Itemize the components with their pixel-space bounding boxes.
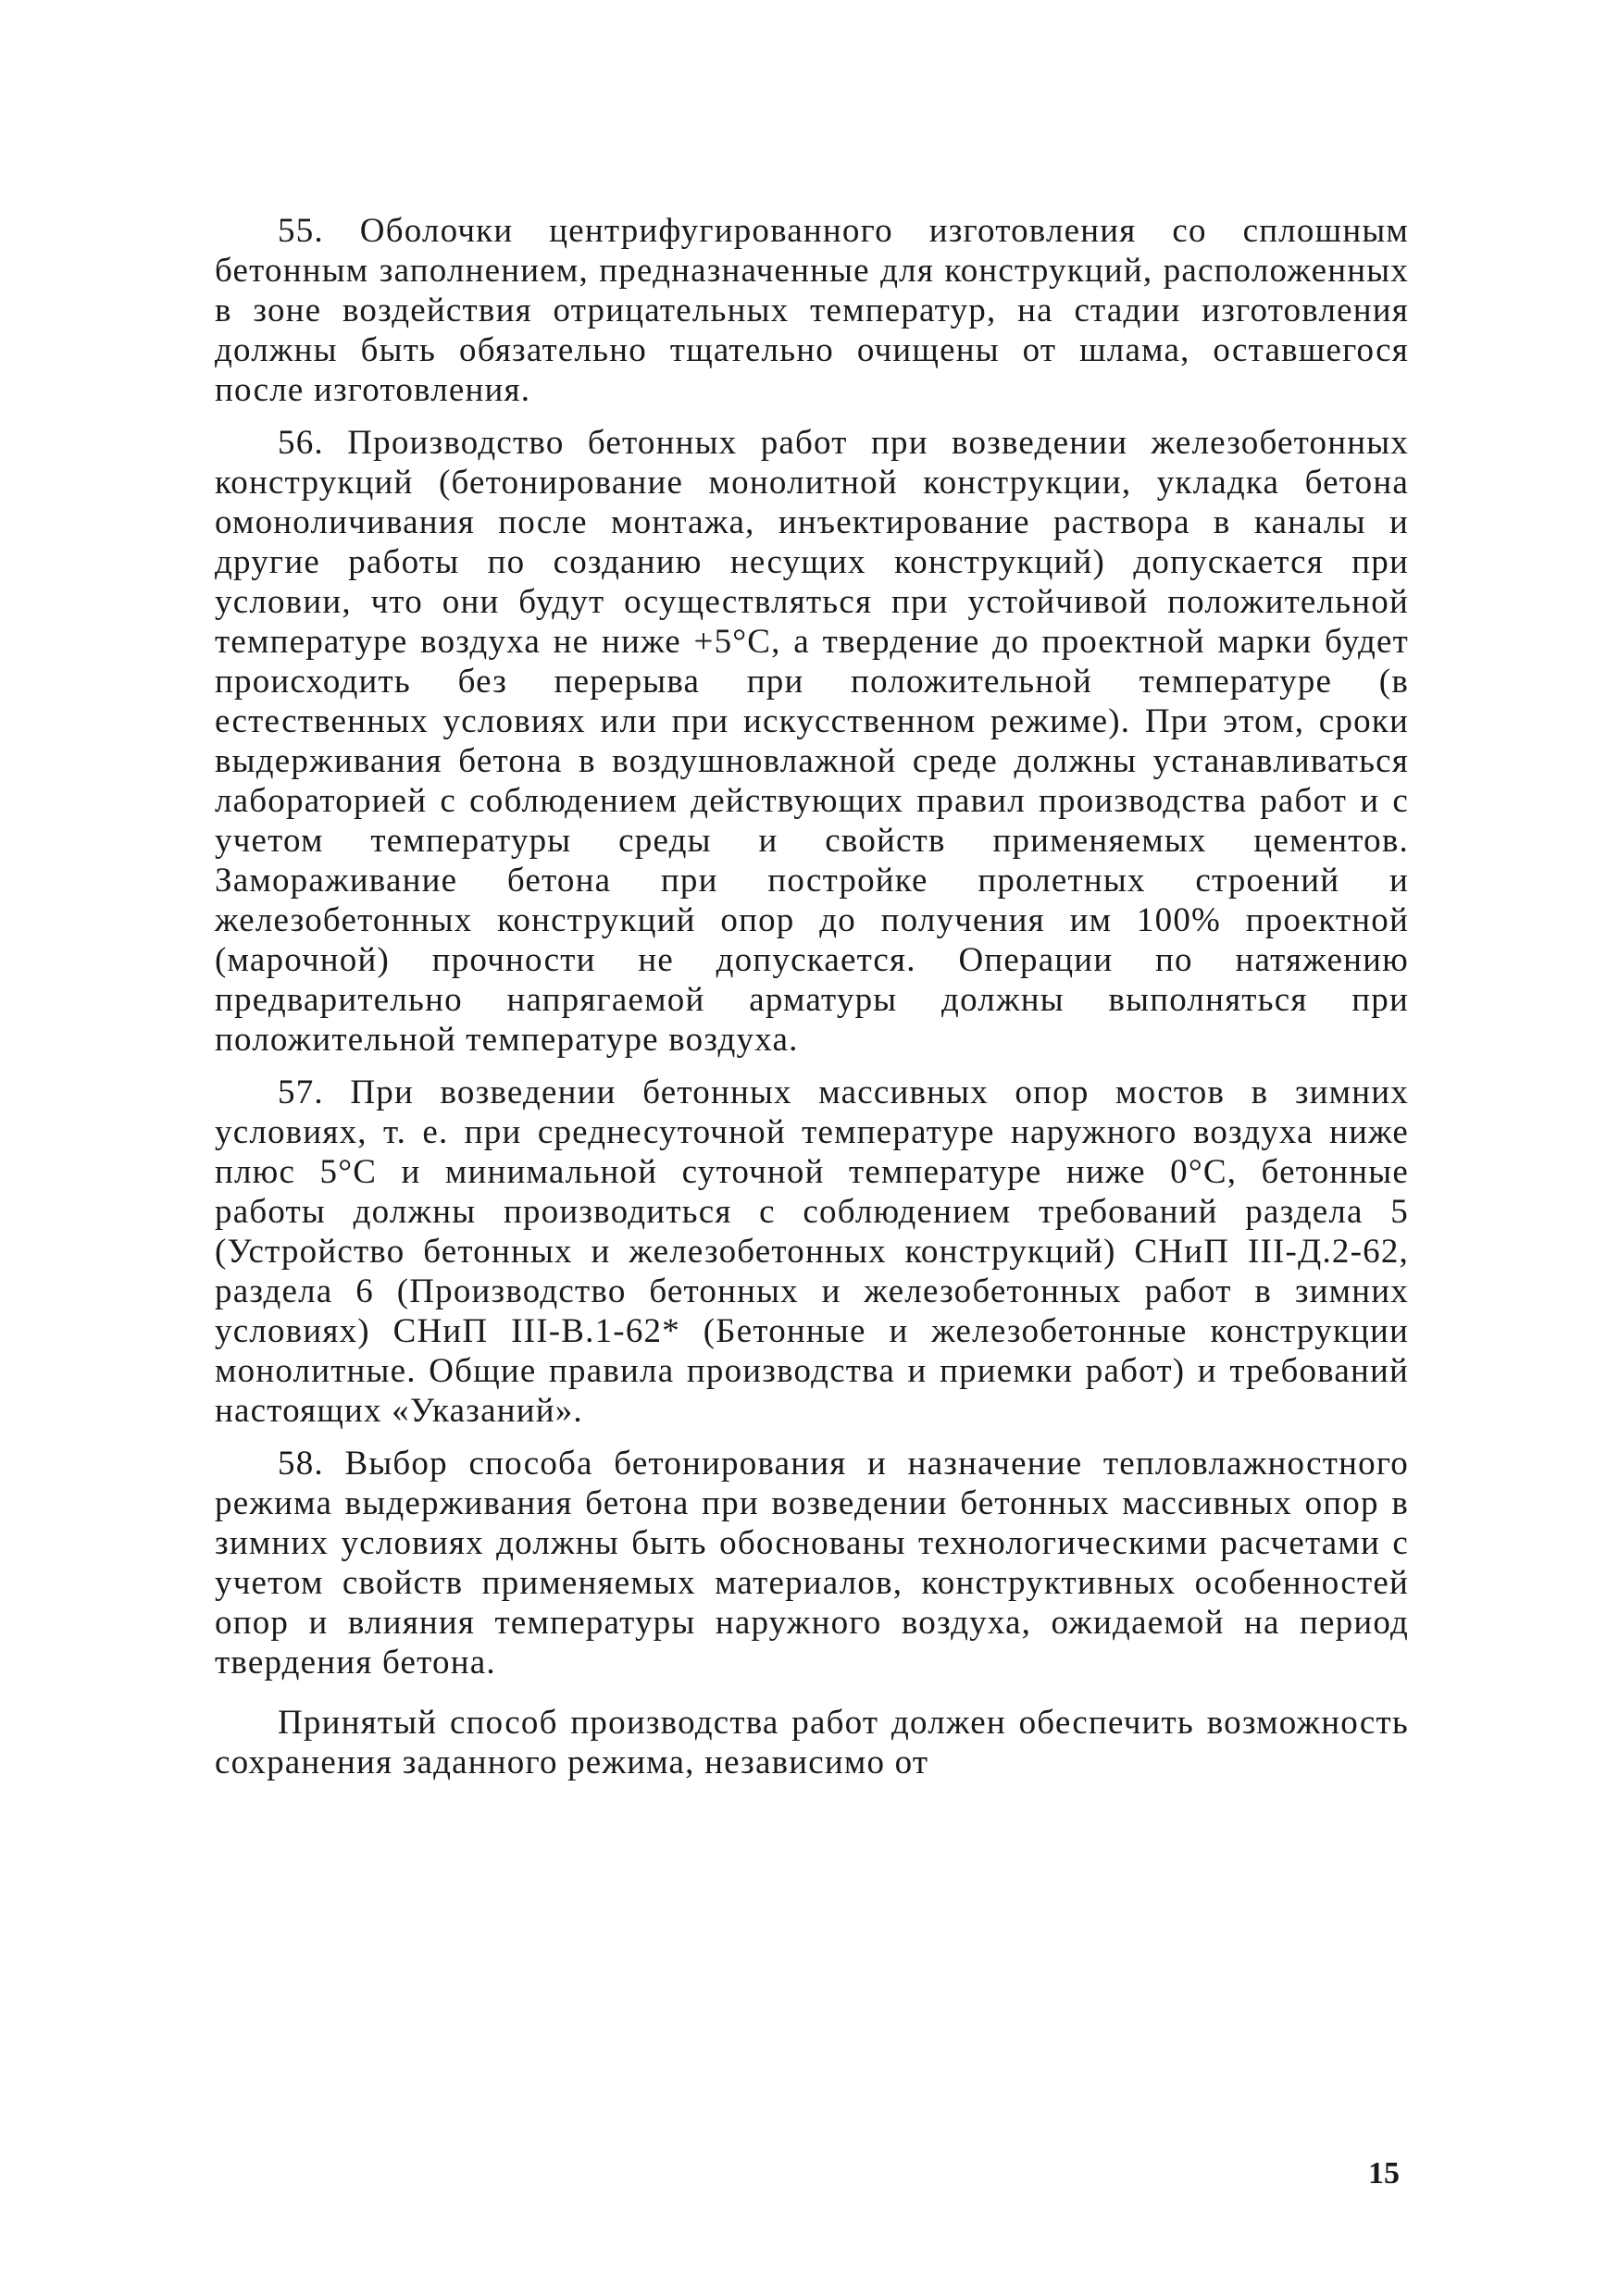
paragraph-continuation: Принятый способ производства работ должен обеспечить возможность сохранения заданного режима, независимо от [215,1704,1409,1781]
paragraph-58: 58. Выбор способа бетонирования и назначение тепловлажностного режима выдерживания бетона при возведении бетонных массивных опор в зимних условиях должны быть обоснованы технологическими расчетами с учетом свойств применяемых материалов, конструктивных особенностей опор и влияния температуры наружного воздуха, ожидаемой на период твердения бетона. [215,1445,1409,1682]
page-number: 15 [1368,2156,1400,2191]
paragraph-56: 56. Производство бетонных работ при возведении железобетонных конструкций (бетонирование монолитной конструкции, укладка бетона омоноличивания после монтажа, инъектирование раствора в каналы и другие работы по созданию несущих конструкций) допускается при условии, что они будут осуществляться при устойчивой положительной температуре воздуха не ниже +5°С, а твердение до проектной марки будет происходить без перерыва при положительной температуре (в естественных условиях или при искусственном режиме). При этом, сроки выдерживания бетона в воздушновлажной среде должны устанавливаться лабораторией с соблюдением действующих правил производства работ и с учетом температуры среды и свойств применяемых цементов. Замораживание бетона при постройке пролетных строений и железобетонных конструкций опор до получения им 100% проектной (марочной) прочности не допускается. Операции по натяжению предварительно напрягаемой арматуры должны выполняться при положительной температуре воздуха. [215,424,1409,1059]
paragraph-55: 55. Оболочки центрифугированного изготовления со сплошным бетонным заполнением, предназначенные для конструкций, расположенных в зоне воздействия отрицательных температур, на стадии изготовления должны быть обязательно тщательно очищены от шлама, оставшегося после изготовления. [215,212,1409,409]
body-text [215,211,1409,1782]
paragraph-57: 57. При возведении бетонных массивных опор мостов в зимних условиях, т. е. при среднесуточной температуре наружного воздуха ниже плюс 5°С и минимальной суточной температуре ниже 0°С, бетонные работы должны производиться с соблюдением требований раздела 5 (Устройство бетонных и железобетонных конструкций) СНиП III-Д.2-62, раздела 6 (Производство бетонных и железобетонных работ в зимних условиях) СНиП III-В.1-62* (Бетонные и железобетонные конструкции монолитные. Общие правила производства и приемки работ) и требований настоящих «Указаний». [215,1074,1409,1430]
